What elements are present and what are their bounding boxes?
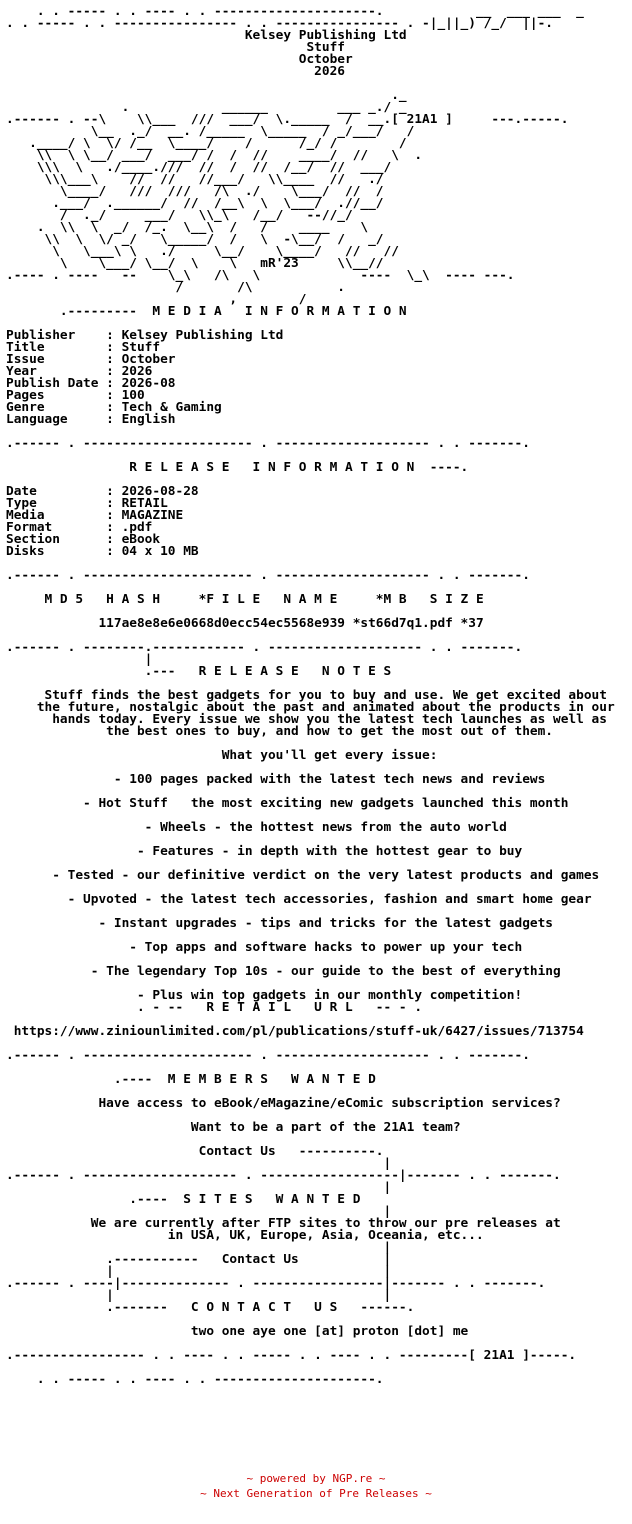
release-notes-item: - The legendary Top 10s - our guide to the best of everything [6,964,561,979]
sites-wanted-heading: .---- S I T E S W A N T E D [6,1192,361,1207]
header-title: Stuff [6,40,345,55]
banner-bottom: . . ----- . . ---- . . ---------------------. [6,1372,384,1387]
release-notes-item: - Features - in depth with the hottest gear to buy [6,844,523,859]
file-table-heading: M D 5 H A S H *F I L E N A M E *M B S I Z E [6,592,484,607]
release-info-row: Section : eBook [6,532,161,547]
ascii-art-line: .____/ \ \/ /__ \____/ / /_/ / / [6,136,407,151]
sites-wanted-line1: We are currently after FTP sites to throw our pre releases at [6,1216,561,1231]
ascii-art-line: . \\ \ _/ /_. \__\ / / ____ \ [6,220,369,235]
ascii-art-line: .------ . --\ \\___ /// ___/ \._____ / __.[ 21A1 ] ---.-----. [6,112,569,127]
release-notes-item: - Hot Stuff the most exciting new gadgets launched this month [6,796,569,811]
ascii-art-line: .___/ .______/ // /__\ \ \___/ .//__/ [6,196,384,211]
release-notes-item: - Tested - our definitive verdict on the very latest products and games [6,868,600,883]
divider-line: | | [6,1288,392,1303]
release-notes-intro: the future, nostalgic about the past and animated about the products in our [6,700,615,715]
media-info-row: Pages : 100 [6,388,145,403]
members-contact: Contact Us ----------. [6,1144,384,1159]
ascii-art-line: \\\ \ ./____./// // / // /__/ // ___/ [6,160,392,175]
divider-line: | [6,1156,392,1171]
members-wanted-heading: .---- M E M B E R S W A N T E D [6,1072,376,1087]
banner-logo: . . ----- . . ---------------- . . ---------------- . -|_||_) /_/ ||-. [6,16,554,31]
release-notes-heading: .--- R E L E A S E N O T E S [6,664,392,679]
ascii-art-line: , / [6,292,307,307]
divider-line: .------ . ----|-------------- . -----------------|------- . . -------. [6,1276,546,1291]
divider-line: | [6,1180,392,1195]
sites-wanted-line2: in USA, UK, Europe, Asia, Oceania, etc... [6,1228,484,1243]
divider-line: .------ . ---------------------- . -------------------- . . -------. [6,436,530,451]
header-year: 2026 [6,64,345,79]
members-wanted-line1: Have access to eBook/eMagazine/eComic subscription services? [6,1096,561,1111]
divider-line: .------ . -------------------- . ------------------|------- . . -------. [6,1168,561,1183]
header-publisher: Kelsey Publishing Ltd [6,28,407,43]
release-notes-intro: Stuff finds the best gadgets for you to buy and use. We get excited about [6,688,607,703]
banner-top: . . ----- . . ---- . . ---------------------. __ ___ ___ _ [6,4,584,19]
ascii-art-line: / /\ . [6,280,345,295]
retail-url-link: https://www.ziniounlimited.com/pl/publications/stuff-uk/6427/issues/713754 [6,1024,584,1039]
divider-line: | [6,652,153,667]
sites-contact: .----------- Contact Us | [6,1252,392,1267]
release-info-row: Disks : 04 x 10 MB [6,544,199,559]
contact-email: two one aye one [at] proton [dot] me [6,1324,469,1339]
divider-line: | | [6,1264,392,1279]
ascii-art-line: ._ [6,88,407,103]
ascii-art-line: \____/ /// /// /\ ./ \___/ // / [6,184,384,199]
ascii-art-line: \\\___\ // // //___/ \\____ // ./ [6,172,384,187]
release-notes-subheading: What you'll get every issue: [6,748,438,763]
media-info-row: Year : 2026 [6,364,153,379]
ascii-art-line: \\ \ \__/ ___/ ___/ / / // ____/ // \ . [6,148,423,163]
release-notes-item: - Top apps and software hacks to power up your tech [6,940,523,955]
media-info-row: Genre : Tech & Gaming [6,400,222,415]
divider-line: .------ . ---------------------- . -------------------- . . -------. [6,568,530,583]
ascii-art-line: . ______ ___ _./ _ [6,100,407,115]
release-notes-intro: the best ones to buy, and how to get the most out of them. [6,724,554,739]
release-notes-intro: hands today. Every issue we show you the latest tech launches as well as [6,712,607,727]
release-notes-item: - Instant upgrades - tips and tricks for the latest gadgets [6,916,554,931]
media-info-row: Issue : October [6,352,176,367]
media-info-row: Title : Stuff [6,340,161,355]
ascii-art-line: .---- . ---- -- \_\ /\ \ ---- \_\ ---- ---. [6,268,515,283]
header-issue: October [6,52,353,67]
divider-line: .------ . ---------------------- . -------------------- . . -------. [6,1048,530,1063]
divider-line: | [6,1240,392,1255]
media-info-row: Publisher : Kelsey Publishing Ltd [6,328,284,343]
release-notes-item: - Wheels - the hottest news from the auto world [6,820,507,835]
divider-line: .------ . --------.------------ . -------------------- . . -------. [6,640,523,655]
ascii-art-line: / ._/ ___/ \\_\ /__/ --//_/ [6,208,353,223]
release-info-row: Media : MAGAZINE [6,508,184,523]
media-info-row: Language : English [6,412,176,427]
release-info-row: Date : 2026-08-28 [6,484,199,499]
release-info-row: Format : .pdf [6,520,153,535]
divider-line: .----------------- . . ---- . . ----- . . ---- . . ---------[ 21A1 ]-----. [6,1348,577,1363]
file-table-row: 117ae8e8e6e0668d0ecc54ec5568e939 *st66d7q1.pdf *37 [6,616,484,631]
nfo-text [6,6,615,1386]
media-information-heading: .--------- M E D I A I N F O R M A T I O N [6,304,407,319]
ascii-art-line: \\ \ \/ _/ \_____/ / \ -\__/ / _/ [6,232,384,247]
retail-url-heading: . - -- R E T A I L U R L -- - . [6,1000,423,1015]
media-info-row: Publish Date : 2026-08 [6,376,176,391]
ascii-art-line: \ \___/ \__/ \ \ mR'23 \\__// [6,256,384,271]
footer-powered-by: ~ powered by NGP.re ~ [246,1472,386,1485]
divider-line: | [6,1204,392,1219]
release-notes-item: - Upvoted - the latest tech accessories, fashion and smart home gear [6,892,592,907]
release-notes-item: - Plus win top gadgets in our monthly competition! [6,988,523,1003]
ascii-art-line: \__ ._/ __. /_____ \_____ / _/___/ / [6,124,415,139]
release-info-row: Type : RETAIL [6,496,168,511]
release-notes-item: - 100 pages packed with the latest tech news and reviews [6,772,546,787]
footer-tagline: ~ Next Generation of Pre Releases ~ [200,1487,432,1500]
members-wanted-line2: Want to be a part of the 21A1 team? [6,1120,461,1135]
release-information-heading: R E L E A S E I N F O R M A T I O N ----. [6,460,469,475]
contact-us-heading: .------- C O N T A C T U S ------. [6,1300,415,1315]
ascii-art-line: \ \___\ \ ./ \__/ \____/ // // [6,244,399,259]
